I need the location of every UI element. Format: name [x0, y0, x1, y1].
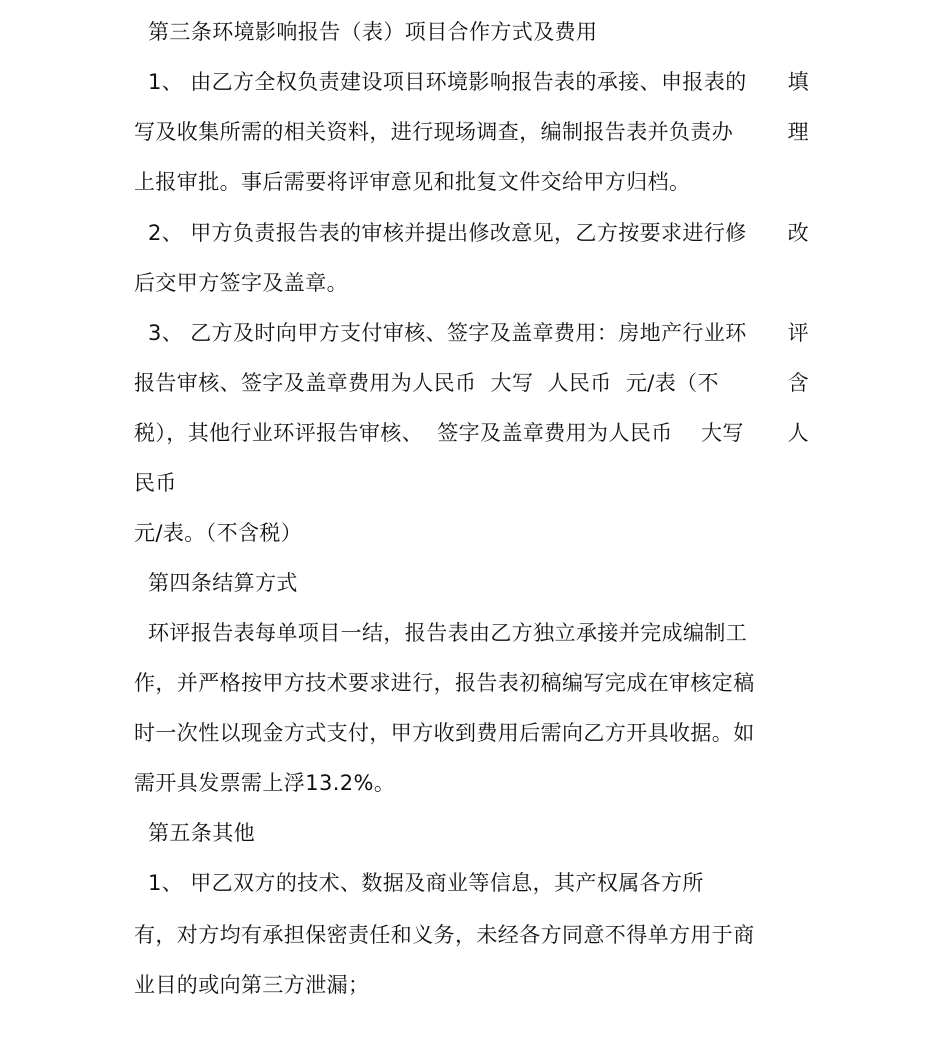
article3-item1-line2: [134, 117, 809, 147]
article4-para-line1: 环评报告表每单项目一结，报告表由乙方独立承接并完成编制工: [148, 621, 748, 645]
article3-item3-line1-main: 3、 乙方及时向甲方支付审核、签字及盖章费用：房地产行业环: [148, 321, 747, 345]
article3-item3-line2-main: 报告审核、签字及盖章费用为人民币 大写 人民币 元/表（不: [134, 371, 719, 395]
article3-item1-line2-end: 理: [787, 120, 809, 144]
article3-item1-line1-main: 1、 由乙方全权负责建设项目环境影响报告表的承接、申报表的: [148, 70, 747, 94]
article3-item3-line4: 民币: [134, 471, 177, 495]
article3-item2-line2: 后交甲方签字及盖章。: [134, 271, 348, 295]
article3-item3-line3-end: 人: [787, 421, 809, 445]
article5-item1-line3: 业目的或向第三方泄漏；: [134, 973, 370, 997]
article3-item2-line1: [148, 218, 809, 248]
article4-para-line3: 时一次性以现金方式支付，甲方收到费用后需向乙方开具收据。如: [134, 721, 755, 745]
article4-heading: 第四条结算方式: [148, 571, 298, 595]
article3-item1-line1: [148, 67, 809, 97]
article3-item3-line2: [134, 368, 809, 398]
article3-item1-line1-end: 填: [787, 70, 809, 94]
article3-item3-line1: [148, 318, 809, 348]
article4-para-line2: 作，并严格按甲方技术要求进行，报告表初稿编写完成在审核定稿: [134, 671, 755, 695]
article3-item3-line3-main: 税），其他行业环评报告审核、 签字及盖章费用为人民币 大写: [134, 421, 744, 445]
article5-item1-line1: 1、 甲乙双方的技术、数据及商业等信息，其产权属各方所: [148, 871, 704, 895]
article3-item1-line2-main: 写及收集所需的相关资料，进行现场调查，编制报告表并负责办: [134, 120, 734, 144]
article5-heading: 第五条其他: [148, 821, 255, 845]
article3-item3-line5: 元/表。（不含税）: [134, 521, 303, 545]
article3-item1-line3: 上报审批。事后需要将评审意见和批复文件交给甲方归档。: [134, 170, 691, 194]
article5-item1-line2: 有，对方均有承担保密责任和义务，未经各方同意不得单方用于商: [134, 923, 755, 947]
article3-item2-line1-end: 改: [787, 221, 809, 245]
article4-para-line4: 需开具发票需上浮13.2%。: [134, 771, 396, 795]
article3-item2-line1-main: 2、 甲方负责报告表的审核并提出修改意见，乙方按要求进行修: [148, 221, 747, 245]
article3-item3-line3: [134, 418, 809, 448]
article3-item3-line2-end: 含: [787, 371, 809, 395]
article3-heading: 第三条环境影响报告（表）项目合作方式及费用: [148, 20, 598, 44]
article3-item3-line1-end: 评: [787, 321, 809, 345]
